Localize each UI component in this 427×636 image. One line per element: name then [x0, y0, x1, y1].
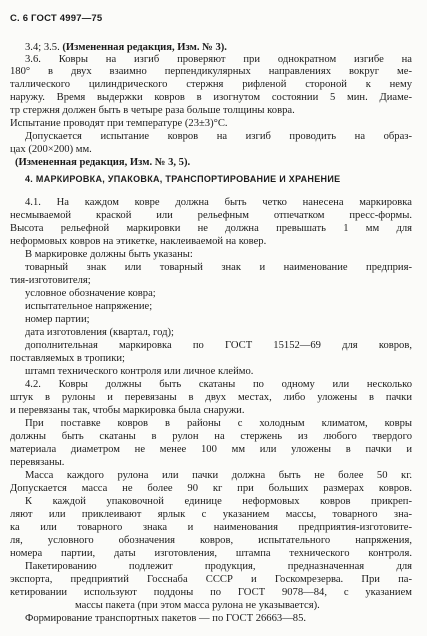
text-line: Допускается масса не более 90 кг при больших размерах ковров.: [10, 483, 412, 494]
text-line: наружу. Время выдержки ковров в изогнутом состоянии 5 мин. Диаме-: [10, 92, 412, 103]
text-line: Формирование транспортных пакетов — по ГОСТ 26663—85.: [25, 613, 307, 624]
text-line: Допускается испытание ковров на изгиб проводить на образ-: [25, 131, 412, 142]
text-line: перевязаны.: [10, 457, 65, 468]
text-line: штамп технического контроля или личное клеймо.: [25, 366, 254, 377]
text-line: Пакетированию подлежит продукция, предназначенная для: [25, 561, 412, 572]
text-line: 180° в двух взаимно перпендикулярных направлениях вокруг ме-: [10, 66, 412, 77]
text-line: товарный знак или товарный знак и наименование предприя-: [25, 262, 412, 273]
text-line: цах (200×200) мм.: [10, 144, 92, 155]
text-line: штук в рулоны и перевязаны в двух местах, либо уложены в пачки: [10, 392, 412, 403]
text-line: ка или товарного знака и наименования предприятия-изготовите-: [10, 522, 412, 533]
text-line: Испытание проводят при температуре (23±3)°С.: [10, 118, 228, 129]
text-line: таллического цилиндрического стержня рифленой стороной к нему: [10, 79, 412, 90]
text-line: В маркировке должны быть указаны:: [25, 249, 193, 260]
text-line: массы пакета (при этом масса рулона не указывается).: [75, 600, 320, 611]
text-line: испытательное напряжение;: [25, 301, 153, 312]
text-line: дата изготовления (квартал, год);: [25, 327, 174, 338]
text-line: должны быть скатаны в рулон на стержень из любого твердого: [10, 431, 412, 442]
text-line: неформовых ковров на этикетке, наклеиваемой на ковер.: [10, 236, 267, 247]
text-line: кетировании используют поддоны по ГОСТ 9078—84, с указанием: [10, 587, 412, 598]
text-line: условное обозначение ковра;: [25, 288, 156, 299]
text-line: дополнительная маркировка по ГОСТ 15152—69 для ковров,: [25, 340, 412, 351]
text-line: номер партии;: [25, 314, 90, 325]
text-line: (Измененная редакция, Изм. № 3, 5).: [15, 157, 191, 168]
page-header: С. 6 ГОСТ 4997—75: [10, 13, 103, 24]
text-line: Высота рельефной маркировки не должна превышать 1 мм для: [10, 223, 412, 234]
text-line: несмываемой краской или рельефным отпечатком пресс-формы.: [10, 210, 412, 221]
text-line: поставляемых в тропики;: [10, 353, 125, 364]
text-line: 4.2. Ковры должны быть скатаны по одному или несколько: [25, 379, 412, 390]
text-line: 3.4; 3.5. (Измененная редакция, Изм. № 3).: [25, 42, 227, 53]
text-line: ляют или приклеивают ярлык с указанием массы, товарного зна-: [10, 509, 412, 520]
text-line: ля, условного обозначения ковров, испытательного напряжения,: [10, 535, 412, 546]
text-line: тия-изготовителя;: [10, 275, 91, 286]
text-line: материала диаметром не менее 100 мм или уложены в пачки и: [10, 444, 412, 455]
text-line: экспорта, предприятий Госснаба СССР и Госкомрезерва. При па-: [10, 574, 412, 585]
text-line: номера партии, даты изготовления, штампа технического контроля.: [10, 548, 412, 559]
text-line: 3.6. Ковры на изгиб проверяют при однократном изгибе на: [25, 54, 412, 65]
text-line: Масса каждого рулона или пачки должна быть не более 50 кг.: [25, 470, 412, 481]
text-line: тр стержня должен быть в четыре раза больше толщины ковра.: [10, 105, 295, 116]
text-line: 4.1. На каждом ковре должна быть четко нанесена маркировка: [25, 197, 412, 208]
text-line: и перевязаны так, чтобы маркировка была снаружи.: [10, 405, 245, 416]
text-line: К каждой упаковочной единице неформовых ковров прикреп-: [25, 496, 412, 507]
section-heading: 4. МАРКИРОВКА, УПАКОВКА, ТРАНСПОРТИРОВАНИЕ И ХРАНЕНИЕ: [25, 174, 341, 184]
text-line: При поставке ковров в районы с холодным климатом, ковры: [25, 418, 412, 429]
